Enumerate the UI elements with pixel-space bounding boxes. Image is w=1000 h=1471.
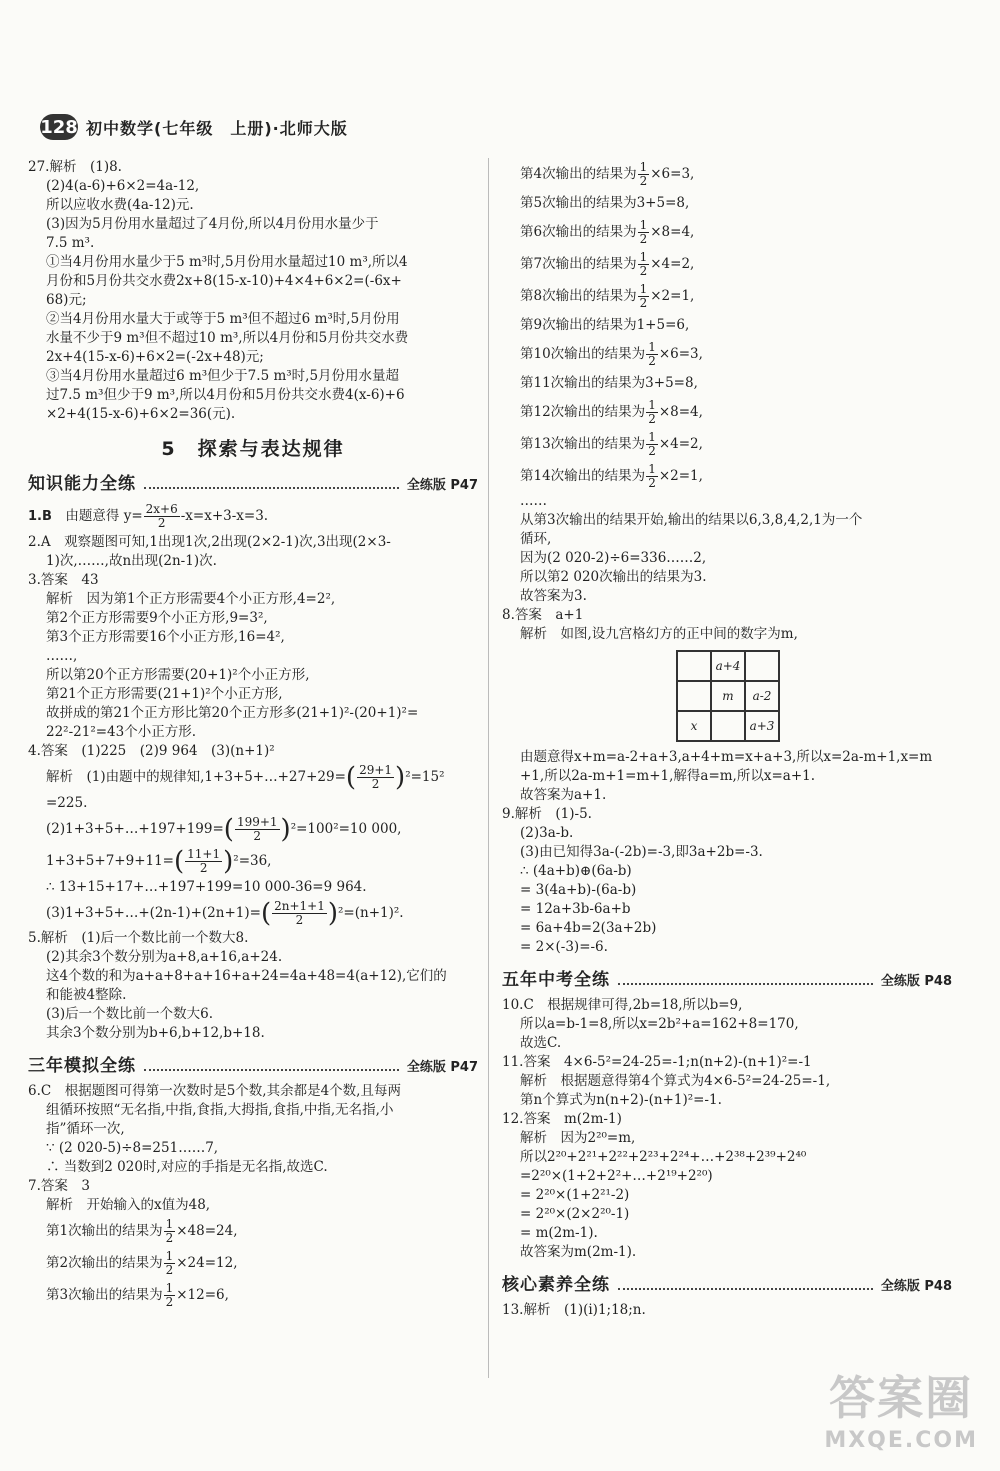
fraction: [272, 900, 327, 927]
step-text: 第1次输出的结果为: [46, 1223, 163, 1239]
text-line: = 2×(-3)=-6.: [520, 939, 608, 955]
band-ref: 全练版 P47: [406, 478, 478, 493]
left-column: [28, 158, 478, 1311]
frac-den: 2: [295, 912, 304, 927]
q4-text: ²=100²=10 000,: [290, 820, 402, 837]
text-line: 68)元;: [46, 292, 87, 308]
step-line: [502, 312, 952, 338]
step-text: ×12=6,: [176, 1287, 229, 1303]
question-7-head: [28, 1177, 478, 1215]
text-line: 6.C 根据题图可得第一次数时是5个数,其余都是4个数,且每两: [28, 1083, 401, 1099]
frac-num: 1: [648, 430, 656, 444]
text-line: 所以第2 020次输出的结果为3.: [520, 569, 707, 585]
text-line: 11.答案 4×6-5²=24-25=-1;n(n+2)-(n+1)²=-1: [502, 1054, 812, 1070]
text-line: 2.A 观察题图可知,1出现1次,2出现(2×2-1)次,3出现(2×3-: [28, 534, 391, 550]
text-line: (2)4(a-6)+6×2=4a-12,: [46, 178, 200, 194]
fraction: [638, 161, 650, 188]
step-text: ×2=1,: [658, 468, 703, 484]
q1-pre: 由题意得 y=: [65, 508, 143, 524]
step-line: [502, 190, 952, 216]
frac-den: 2: [253, 828, 262, 843]
fraction: [235, 816, 280, 843]
right-column: [502, 158, 952, 1320]
step-text: 第9次输出的结果为1+5=6,: [520, 317, 690, 333]
paren: (: [345, 762, 357, 793]
step-line: [28, 1247, 478, 1279]
question-7-steps: [28, 1215, 478, 1311]
text-line: 过7.5 m³但少于9 m³,所以4月份和5月份共交水费4(x-6)+6: [46, 387, 405, 403]
paren: ): [280, 814, 291, 844]
text-line: = m(2m-1).: [520, 1225, 598, 1241]
frac-num: 1: [639, 218, 648, 232]
q4-text: ²=(n+1)².: [338, 904, 404, 921]
question-9: [502, 805, 952, 957]
text-line: 10.C 根据规律可得,2b=18,所以b=9,: [502, 997, 743, 1013]
fraction: [646, 463, 658, 490]
question-8-tail: [502, 748, 952, 805]
watermark: [824, 1362, 978, 1453]
paren: (: [223, 814, 234, 844]
text-line: ①当4月份用水量少于5 m³时,5月份用水量超过10 m³,所以4: [46, 254, 408, 270]
band-exam: [502, 965, 952, 990]
step-text: 第6次输出的结果为: [520, 224, 637, 240]
frac-num: 1: [639, 160, 648, 174]
frac-den: 2: [639, 296, 648, 310]
q4-line3: [28, 813, 478, 846]
text-line: ……,: [46, 648, 78, 664]
frac-num: 1: [648, 462, 656, 476]
step-text: 第8次输出的结果为: [520, 288, 637, 304]
frac-den: 2: [639, 232, 648, 246]
frac-den: 2: [165, 1295, 174, 1309]
text-line: 所以应收水费(4a-12)元.: [46, 197, 194, 213]
grid-cell: x: [677, 711, 711, 741]
grid-cell: [711, 711, 745, 741]
step-text: 第11次输出的结果为3+5=8,: [520, 375, 698, 391]
text-line: 解析 因为第1个正方形需要4个小正方形,4=2²,: [46, 591, 336, 607]
frac-den: 2: [157, 516, 166, 530]
magic-square-grid: [676, 650, 780, 742]
q4-line1: [28, 761, 478, 794]
text-line: (3)因为5月份用水量超过了4月份,所以4月份用水量少于: [46, 216, 379, 232]
question-7-tail: [502, 492, 952, 606]
text-line: 故拼成的第21个正方形比第20个正方形多(21+1)²-(20+1)²=: [46, 705, 419, 721]
question-6: [28, 1082, 478, 1177]
paren: ): [327, 898, 339, 928]
q4-text: ²=36,: [233, 853, 272, 869]
text-line: ×2+4(15-x-6)+6×2=36(元).: [46, 406, 236, 422]
step-line: [28, 1215, 478, 1247]
band-title: 核心素养全练: [502, 1275, 610, 1295]
step-text: 第12次输出的结果为: [520, 404, 646, 420]
text-line: 指”循环一次,: [46, 1121, 125, 1137]
step-line: [502, 280, 952, 312]
step-text: ×8=4,: [658, 404, 703, 420]
step-text: 第5次输出的结果为3+5=8,: [520, 195, 690, 211]
step-text: ×4=2,: [650, 256, 695, 272]
text-line: 故选C.: [520, 1035, 562, 1051]
text-line: (3)由已知得3a-(-2b)=-3,即3a+2b=-3.: [520, 844, 763, 860]
q4-line2: =225.: [46, 794, 88, 811]
watermark-url: MXQE.COM: [824, 1428, 978, 1453]
paren: (: [174, 846, 185, 877]
band-title: 知识能力全练: [28, 474, 136, 494]
q4-text: ²=15²: [405, 769, 445, 785]
frac-den: 2: [165, 1231, 174, 1245]
q4-line5: ∴ 13+15+17+…+197+199=10 000-36=9 964.: [46, 878, 367, 895]
text-line: +1,所以2a-m+1=m+1,解得a=m,所以x=a+1.: [520, 768, 816, 784]
frac-num: 1: [648, 398, 656, 412]
grid-cell: a+4: [711, 651, 745, 681]
text-line: = 3(4a+b)-(6a-b): [520, 882, 637, 898]
question-11: [502, 1053, 952, 1110]
frac-num: 1: [639, 250, 648, 264]
frac-den: 2: [648, 476, 656, 490]
paren: ): [223, 846, 234, 877]
step-text: 第2次输出的结果为: [46, 1255, 163, 1271]
frac-num: 1: [639, 282, 648, 296]
text-line: = 2²⁰×(2×2²⁰-1): [520, 1206, 630, 1222]
question-8-head: [502, 606, 952, 644]
text-line: 所以2²⁰+2²¹+2²²+2²³+2²⁴+…+2³⁸+2³⁹+2⁴⁰: [520, 1149, 807, 1165]
page-header: [40, 112, 348, 142]
band-title: 三年模拟全练: [28, 1056, 136, 1076]
band-knowledge: [28, 469, 478, 494]
watermark-logo: 答案圈: [829, 1371, 974, 1425]
text-line: 27.解析 (1)8.: [28, 159, 122, 175]
text-line: 和能被4整除.: [46, 987, 127, 1003]
question-10: [502, 996, 952, 1053]
text-line: 其余3个数分别为b+6,b+12,b+18.: [46, 1025, 265, 1041]
text-line: 这4个数的和为a+a+8+a+16+a+24=4a+48=4(a+12),它们的: [46, 968, 447, 984]
text-line: 故答案为3.: [520, 588, 587, 604]
fraction: [638, 219, 650, 246]
band-mock: [28, 1051, 478, 1076]
fraction: [144, 503, 180, 530]
step-text: 第13次输出的结果为: [520, 436, 646, 452]
step-text: ×48=24,: [176, 1223, 238, 1239]
text-line: (2)其余3个数分别为a+8,a+16,a+24.: [46, 949, 283, 965]
text-line: = 12a+3b-6a+b: [520, 901, 631, 917]
text-line: ③当4月份用水量超过6 m³但少于7.5 m³时,5月份用水量超: [46, 368, 400, 384]
frac-den: 2: [165, 1263, 174, 1277]
q4-text: (3)1+3+5+…+(2n-1)+(2n+1)=: [46, 904, 261, 921]
frac-num: 199+1: [236, 814, 278, 829]
step-line: [502, 370, 952, 396]
column-divider: [488, 158, 489, 1378]
question-1: [28, 500, 478, 533]
text-line: ②当4月份用水量大于或等于5 m³但不超过6 m³时,5月份用: [46, 311, 400, 327]
question-4: [28, 742, 478, 929]
fraction: [357, 764, 394, 791]
grid-cell: [745, 651, 779, 681]
step-text: 第3次输出的结果为: [46, 1287, 163, 1303]
text-line: 第21个正方形需要(21+1)²个小正方形,: [46, 686, 283, 702]
band-ref: 全练版 P47: [406, 1060, 478, 1075]
question-27: [28, 158, 478, 424]
text-line: 解析 根据题意得第4个算式为4×6-5²=24-25=-1,: [520, 1073, 831, 1089]
q4-line6: [28, 897, 478, 930]
q1-post: -x=x+3-x=3.: [180, 508, 269, 524]
step-text: 第4次输出的结果为: [520, 166, 637, 182]
text-line: ……: [520, 493, 547, 509]
text-line: 组循环按照“无名指,中指,食指,大拇指,食指,中指,无名指,小: [46, 1102, 394, 1118]
frac-num: 1: [648, 340, 656, 354]
step-text: ×4=2,: [658, 436, 703, 452]
grid-cell: [677, 681, 711, 711]
frac-den: 2: [199, 861, 208, 875]
band-ref: 全练版 P48: [880, 1279, 952, 1294]
q4-text: 1+3+5+7+9+11=: [46, 853, 174, 869]
grid-cell: m: [711, 681, 745, 711]
text-line: 第2个正方形需要9个小正方形,9=3²,: [46, 610, 268, 626]
step-line: [502, 396, 952, 428]
text-line: 月份和5月份共交水费2x+8(15-x-10)+4×4+6×2=(-6x+: [46, 273, 402, 289]
text-line: = 2²⁰×(1+2²¹-2): [520, 1187, 630, 1203]
text-line: 水量不少于9 m³但不超过10 m³,所以4月份和5月份共交水费: [46, 330, 409, 346]
step-text: 第10次输出的结果为: [520, 346, 646, 362]
text-line: 由题意得x+m=a-2+a+3,a+4+m=x+a+3,所以x=2a-m+1,x=m: [520, 749, 933, 765]
q1-label: 1.B: [28, 509, 52, 524]
text-line: 2x+4(15-x-6)+6×2=(-2x+48)元;: [46, 349, 264, 365]
text-line: 从第3次输出的结果开始,输出的结果以6,3,8,4,2,1为一个: [520, 512, 863, 528]
band-dots: [618, 973, 873, 985]
fraction: [164, 1282, 176, 1309]
text-line: 循环,: [520, 531, 552, 547]
text-line: 第3个正方形需要16个小正方形,16=4²,: [46, 629, 285, 645]
band-core: [502, 1270, 952, 1295]
step-text: ×6=3,: [650, 166, 695, 182]
q4-line4: [28, 845, 478, 878]
step-line: [502, 428, 952, 460]
section-title: 5 探索与表达规律: [161, 438, 345, 460]
text-line: 1)次,……,故n出现(2n-1)次.: [46, 553, 217, 569]
q4-text: (2)1+3+5+…+197+199=: [46, 820, 224, 837]
fraction: [185, 848, 222, 875]
text-line: 所以第20个正方形需要(20+1)²个小正方形,: [46, 667, 310, 683]
frac-num: 1: [165, 1217, 174, 1231]
book-title: 初中数学(七年级 上册)·北师大版: [86, 118, 348, 138]
fraction: [646, 431, 658, 458]
fraction: [164, 1250, 176, 1277]
text-line: 7.5 m³.: [46, 235, 95, 251]
text-line: (2)3a-b.: [520, 825, 574, 841]
question-3: [28, 571, 478, 742]
text-line: 解析 开始输入的x值为48,: [46, 1197, 211, 1213]
fraction: [646, 399, 658, 426]
text-line: = 6a+4b=2(3a+2b): [520, 920, 657, 936]
text-line: 5.解析 (1)后一个数比前一个数大8.: [28, 930, 249, 946]
step-text: ×8=4,: [650, 224, 695, 240]
frac-den: 2: [648, 444, 656, 458]
band-dots: [618, 1278, 873, 1290]
text-line: (3)后一个数比前一个数大6.: [46, 1006, 214, 1022]
grid-cell: [677, 651, 711, 681]
text-line: 解析 如图,设九宫格幻方的正中间的数字为m,: [520, 626, 798, 642]
frac-num: 29+1: [359, 763, 393, 777]
frac-den: 2: [639, 264, 648, 278]
question-5: [28, 929, 478, 1043]
step-line: [502, 158, 952, 190]
question-7-steps-cont: [502, 158, 952, 492]
fraction: [638, 283, 650, 310]
paren: (: [260, 898, 272, 928]
frac-num: 11+1: [187, 847, 221, 861]
frac-num: 1: [165, 1281, 174, 1295]
text-line: 第n个算式为n(n+2)-(n+1)²=-1.: [520, 1092, 722, 1108]
fraction: [638, 251, 650, 278]
step-line: [28, 1279, 478, 1311]
step-text: 第14次输出的结果为: [520, 468, 646, 484]
fraction: [646, 341, 658, 368]
band-dots: [144, 477, 399, 489]
frac-den: 2: [371, 777, 380, 791]
step-text: ×24=12,: [176, 1255, 238, 1271]
frac-den: 2: [639, 174, 648, 188]
question-13: 13.解析 (1)(i)1;18;n.: [502, 1302, 646, 1318]
text-line: 3.答案 43: [28, 572, 99, 588]
band-ref: 全练版 P48: [880, 974, 952, 989]
text-line: 7.答案 3: [28, 1178, 90, 1194]
frac-num: 2x+6: [145, 502, 178, 516]
text-line: =2²⁰×(1+2+2²+…+2¹⁹+2²⁰): [520, 1168, 713, 1184]
band-title: 五年中考全练: [502, 970, 610, 990]
q4-answer: 4.答案 (1)225 (2)9 964 (3)(n+1)²: [28, 743, 275, 759]
text-line: 解析 因为2²⁰=m,: [520, 1130, 636, 1146]
band-dots: [144, 1059, 399, 1071]
text-line: ∴ (4a+b)⊕(6a-b): [520, 863, 632, 879]
text-line: 因为(2 020-2)÷6=336……2,: [520, 550, 707, 566]
text-line: 8.答案 a+1: [502, 607, 584, 623]
text-line: 22²-21²=43个小正方形.: [46, 724, 197, 740]
text-line: 故答案为a+1.: [520, 787, 607, 803]
text-line: 所以a=b-1=8,所以x=2b²+a=162+8=170,: [520, 1016, 799, 1032]
frac-num: 1: [165, 1249, 174, 1263]
grid-cell: a+3: [745, 711, 779, 741]
step-line: [502, 216, 952, 248]
question-2: [28, 533, 478, 571]
text-line: 9.解析 (1)-5.: [502, 806, 592, 822]
text-line: 故答案为m(2m-1).: [520, 1244, 637, 1260]
step-text: ×6=3,: [658, 346, 703, 362]
paren: ): [395, 762, 406, 793]
question-12: [502, 1110, 952, 1262]
step-line: [502, 338, 952, 370]
step-text: 第7次输出的结果为: [520, 256, 637, 272]
text-line: ∵ (2 020-5)÷8=251……7,: [46, 1140, 219, 1156]
frac-den: 2: [648, 412, 656, 426]
text-line: ∴ 当数到2 020时,对应的手指是无名指,故选C.: [46, 1159, 328, 1175]
grid-cell: a-2: [745, 681, 779, 711]
step-line: [502, 460, 952, 492]
frac-num: 2n+1+1: [274, 898, 325, 913]
fraction: [164, 1218, 176, 1245]
step-text: ×2=1,: [650, 288, 695, 304]
frac-den: 2: [648, 354, 656, 368]
q4-text: 解析 (1)由题中的规律知,1+3+5+…+27+29=: [46, 769, 346, 785]
page-number: 128: [40, 114, 78, 140]
text-line: 12.答案 m(2m-1): [502, 1111, 622, 1127]
step-line: [502, 248, 952, 280]
